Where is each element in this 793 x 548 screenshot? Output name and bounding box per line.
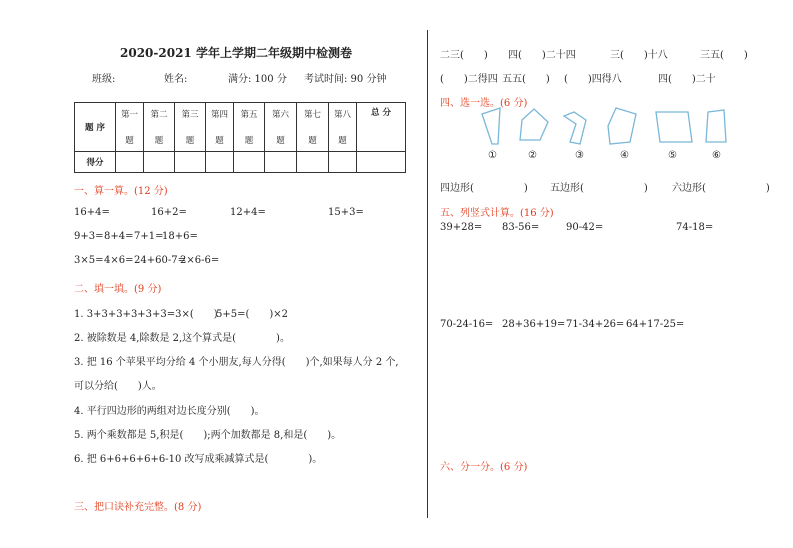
shape-label-4: ④: [620, 150, 629, 161]
score-cell: [357, 152, 406, 173]
column-divider: [427, 30, 428, 518]
vertical-calc-item: 74-18=: [676, 222, 714, 233]
score-table-row-label: 题 序: [75, 103, 116, 152]
vertical-calc-item: 90-42=: [566, 222, 604, 233]
shape-5-quadrilateral: [656, 112, 692, 142]
exam-time: 考试时间: 90 分钟: [304, 74, 387, 85]
calc-item: 3×5=: [74, 255, 104, 266]
col-2-top: 第二: [150, 110, 168, 120]
page-title: 2020-2021 学年上学期二年级期中检测卷: [120, 46, 352, 60]
calc-item: 2×6-6=: [180, 255, 220, 266]
calc-item: 16+2=: [151, 207, 187, 218]
calc-item: 16+4=: [74, 207, 110, 218]
classify-pentagon: 五边形( ): [550, 183, 648, 194]
section-4-heading: 四、选一选。(6 分): [440, 98, 528, 109]
shape-3-hexagon: [564, 112, 586, 144]
fill-question-1a: 1. 3+3+3+3+3+3=3×( ): [74, 309, 218, 320]
score-cell: [234, 152, 265, 173]
col-4-top: 第四: [210, 110, 228, 120]
shape-label-5: ⑤: [668, 150, 677, 161]
col-8-top: 第八: [333, 110, 351, 120]
shape-label-1: ①: [488, 150, 497, 161]
score-cell: [265, 152, 297, 173]
shape-label-6: ⑥: [712, 150, 721, 161]
score-cell: [175, 152, 206, 173]
calc-item: 24+60-7=: [134, 255, 186, 266]
fill-question-5: 5. 两个乘数都是 5,积是( );两个加数都是 8,和是( )。: [74, 430, 342, 441]
col-6-bottom: 题: [276, 136, 285, 146]
score-cell: [144, 152, 175, 173]
calc-item: 8+4=: [104, 231, 134, 242]
vertical-calc-item: 83-56=: [502, 222, 540, 233]
calc-item: 18+6=: [162, 231, 198, 242]
calc-item: 4×6=: [104, 255, 134, 266]
fill-question-3a: 3. 把 16 个苹果平均分给 4 个小朋友,每人分得( )个,如果每人分 2 个,: [74, 357, 399, 368]
col-6-top: 第六: [271, 110, 289, 120]
score-cell: [116, 152, 144, 173]
col-5-top: 第五: [240, 110, 258, 120]
shape-label-3: ③: [575, 150, 584, 161]
vertical-calc-item: 71-34+26=: [566, 319, 625, 330]
full-score: 满分: 100 分: [228, 74, 287, 85]
col-7-top: 第七: [303, 110, 321, 120]
fill-question-2: 2. 被除数是 4,除数是 2,这个算式是( )。: [74, 333, 290, 344]
name-label: 姓名:: [164, 74, 188, 85]
shape-1-quadrilateral: [482, 108, 500, 144]
col-3-bottom: 题: [185, 136, 195, 146]
class-label: 班级:: [92, 74, 116, 85]
classify-quadrilateral: 四边形( ): [440, 183, 528, 194]
shape-label-2: ②: [528, 150, 537, 161]
col-3-top: 第三: [181, 110, 199, 120]
col-5-bottom: 题: [244, 136, 254, 146]
section-1-heading: 一、算一算。(12 分): [74, 186, 168, 197]
score-cell: [297, 152, 329, 173]
fill-question-4: 4. 平行四边形的两组对边长度分别( )。: [74, 406, 265, 417]
mnemonic-item: 五五( ): [502, 74, 550, 85]
col-1-bottom: 题: [125, 136, 134, 146]
shape-6-quadrilateral: [706, 110, 726, 142]
vertical-calc-item: 28+36+19=: [502, 319, 566, 330]
shape-4-pentagon: [608, 108, 636, 144]
classify-hexagon: 六边形( ): [672, 183, 770, 194]
section-3-heading: 三、把口诀补充完整。(8 分): [74, 502, 202, 513]
score-row-label: 得分: [75, 152, 116, 173]
mnemonic-item: 二三( ): [440, 50, 488, 61]
col-1-top: 第一: [120, 110, 138, 120]
fill-question-1b: 5+5=( )×2: [216, 309, 289, 320]
mnemonic-item: ( )二得四: [440, 74, 498, 85]
calc-item: 15+3=: [328, 207, 364, 218]
section-6-heading: 六、分一分。(6 分): [440, 462, 528, 473]
mnemonic-item: 四( )二十四: [508, 50, 576, 61]
calc-item: 7+1=: [134, 231, 164, 242]
vertical-calc-item: 64+17-25=: [626, 319, 685, 330]
mnemonic-item: ( )四得八: [564, 74, 622, 85]
fill-question-3b: 可以分给( )人。: [74, 381, 162, 392]
fill-question-6: 6. 把 6+6+6+6+6-10 改写成乘减算式是( )。: [74, 454, 323, 465]
vertical-calc-item: 70-24-16=: [440, 319, 494, 330]
calc-item: 9+3=: [74, 231, 104, 242]
mnemonic-item: 三五( ): [700, 50, 748, 61]
mnemonic-item: 三( )十八: [610, 50, 668, 61]
shape-2-pentagon: [520, 109, 548, 140]
mnemonic-item: 四( )二十: [658, 74, 716, 85]
section-2-heading: 二、填一填。(9 分): [74, 284, 162, 295]
col-8-bottom: 题: [338, 136, 347, 146]
col-7-bottom: 题: [308, 136, 317, 146]
calc-item: 12+4=: [230, 207, 266, 218]
total-score-header: 总 分: [357, 103, 406, 152]
score-table: [74, 102, 406, 173]
col-4-bottom: 题: [215, 136, 224, 146]
col-2-bottom: 题: [154, 136, 164, 146]
score-cell: [206, 152, 234, 173]
score-cell: [329, 152, 357, 173]
section-5-heading: 五、列竖式计算。(16 分): [440, 208, 554, 219]
vertical-calc-item: 39+28=: [440, 222, 483, 233]
